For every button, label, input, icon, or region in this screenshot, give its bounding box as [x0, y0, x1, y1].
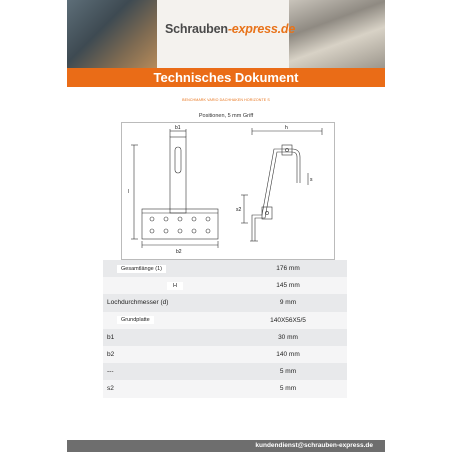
- spec-value: 140X56X5/5: [229, 312, 347, 329]
- tools-photo: [67, 0, 157, 68]
- clamp: [262, 207, 272, 219]
- spec-label: b2: [103, 346, 229, 363]
- spec-value: 9 mm: [229, 294, 347, 311]
- document-page: [67, 0, 385, 452]
- dim-label-b2: b2: [176, 249, 182, 255]
- hole: [206, 217, 210, 221]
- drawing-svg: [122, 123, 334, 259]
- dim-label-s2: s2: [236, 207, 242, 213]
- spec-label: Grundplatte: [117, 316, 154, 324]
- spec-label: Gesamtlänge (1): [117, 265, 166, 273]
- hole: [164, 217, 168, 221]
- table-row: [103, 346, 347, 363]
- spec-value: 140 mm: [229, 346, 347, 363]
- hole: [178, 217, 182, 221]
- hole: [150, 229, 154, 233]
- document-title: Technisches Dokument: [67, 68, 385, 87]
- hole: [150, 217, 154, 221]
- support-email-link[interactable]: kundendienst@schrauben-express.de: [255, 442, 373, 449]
- drawing-caption: Positionen, 5 mm Griff: [198, 113, 254, 119]
- screws-photo: [289, 0, 385, 68]
- dim-label-l: l: [128, 189, 130, 195]
- spec-label: H: [167, 282, 183, 290]
- dim-label-b1: b1: [175, 125, 181, 131]
- table-row: [103, 294, 347, 311]
- brand-logo[interactable]: Schrauben-express.de: [165, 22, 296, 36]
- spec-value: 145 mm: [229, 277, 347, 294]
- spec-label: b1: [103, 329, 229, 346]
- spec-table: [103, 260, 347, 398]
- hole: [192, 229, 196, 233]
- spec-label: s2: [103, 380, 229, 397]
- table-row: [103, 260, 347, 277]
- hook-slot: [175, 147, 181, 173]
- spec-value: 30 mm: [229, 329, 347, 346]
- base-plate-front: [142, 209, 218, 239]
- spec-value: 5 mm: [229, 363, 347, 380]
- header-banner: [67, 0, 385, 68]
- spec-value: 176 mm: [229, 260, 347, 277]
- product-subtitle: BENCHMARK VARIO DACHHAKEN HORIZONTE S: [182, 98, 270, 102]
- table-row: [103, 329, 347, 346]
- hole: [206, 229, 210, 233]
- technical-drawing: [121, 122, 335, 260]
- hook-profile: [252, 149, 300, 241]
- table-row: [103, 312, 347, 329]
- table-row: [103, 380, 347, 397]
- hole: [178, 229, 182, 233]
- hole: [192, 217, 196, 221]
- dim-label-s: s: [310, 177, 313, 183]
- spec-label: ---: [103, 363, 229, 380]
- hole: [164, 229, 168, 233]
- table-row: [103, 363, 347, 380]
- spec-value: 5 mm: [229, 380, 347, 397]
- table-row: [103, 277, 347, 294]
- clamp-top: [282, 145, 292, 155]
- dim-label-h: h: [285, 125, 288, 131]
- spec-label: Lochdurchmesser (d): [103, 294, 229, 311]
- footer-bar: [67, 440, 385, 452]
- hook-bar-front: [170, 137, 186, 213]
